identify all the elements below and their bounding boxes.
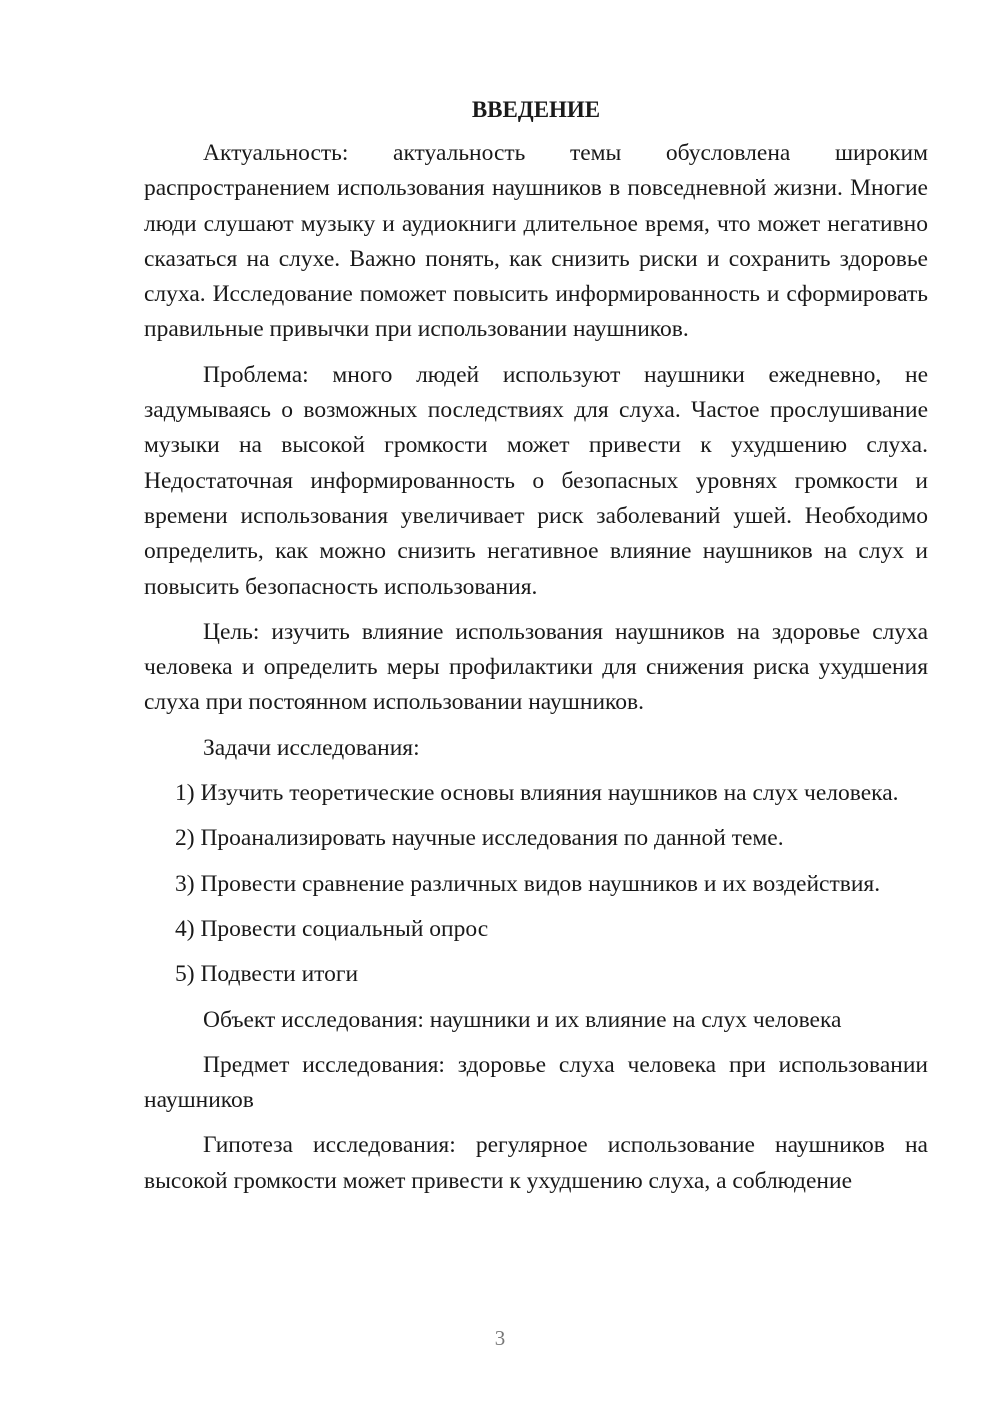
page-content: [144, 94, 928, 1209]
section-heading: ВВЕДЕНИЕ: [471, 97, 601, 122]
goal-paragraph: Цель: изучить влияние использования наушников на здоровье слуха человека и определить меры профилактики для снижения риска ухудшения слуха при постоянном использовании наушников.: [144, 618, 928, 716]
page-number: 3: [494, 1326, 506, 1350]
task-item-4: 4) Провести социальный опрос: [175, 915, 489, 942]
task-item-3: 3) Провести сравнение различных видов наушников и их воздействия.: [175, 870, 881, 897]
subject-paragraph: Предмет исследования: здоровье слуха человека при использовании наушников: [144, 1051, 928, 1114]
relevance-paragraph: Актуальность: актуальность темы обусловлена широким распространением использования наушников в повседневной жизни. Многие люди слушают музыку и аудиокниги длительное время, что может негативно сказаться на слухе. Важно понять, как снизить риски и сохранить здоровье слуха. Исследование поможет повысить информированность и сформировать правильные привычки при использовании наушников.: [144, 140, 928, 343]
problem-paragraph: Проблема: много людей используют наушники ежедневно, не задумываясь о возможных последствиях для слуха. Частое прослушивание музыки на высокой громкости может привести к ухудшению слуха. Недостаточная информированность о безопасных уровнях громкости и времени использования увеличивает риск заболеваний ушей. Необходимо определить, как можно снизить негативное влияние наушников на слух и повысить безопасность использования.: [144, 361, 928, 600]
object-paragraph: Объект исследования: наушники и их влияние на слух человека: [203, 1006, 842, 1033]
task-item-2: 2) Проанализировать научные исследования по данной теме.: [175, 825, 784, 852]
task-item-5: 5) Подвести итоги: [175, 961, 359, 988]
tasks-title: Задачи исследования:: [203, 734, 420, 761]
task-item-1: 1) Изучить теоретические основы влияния наушников на слух человека.: [175, 780, 899, 807]
tasks-list: [144, 776, 928, 992]
hypothesis-paragraph: Гипотеза исследования: регулярное использование наушников на высокой громкости может привести к ухудшению слуха, а соблюдение: [144, 1132, 928, 1194]
